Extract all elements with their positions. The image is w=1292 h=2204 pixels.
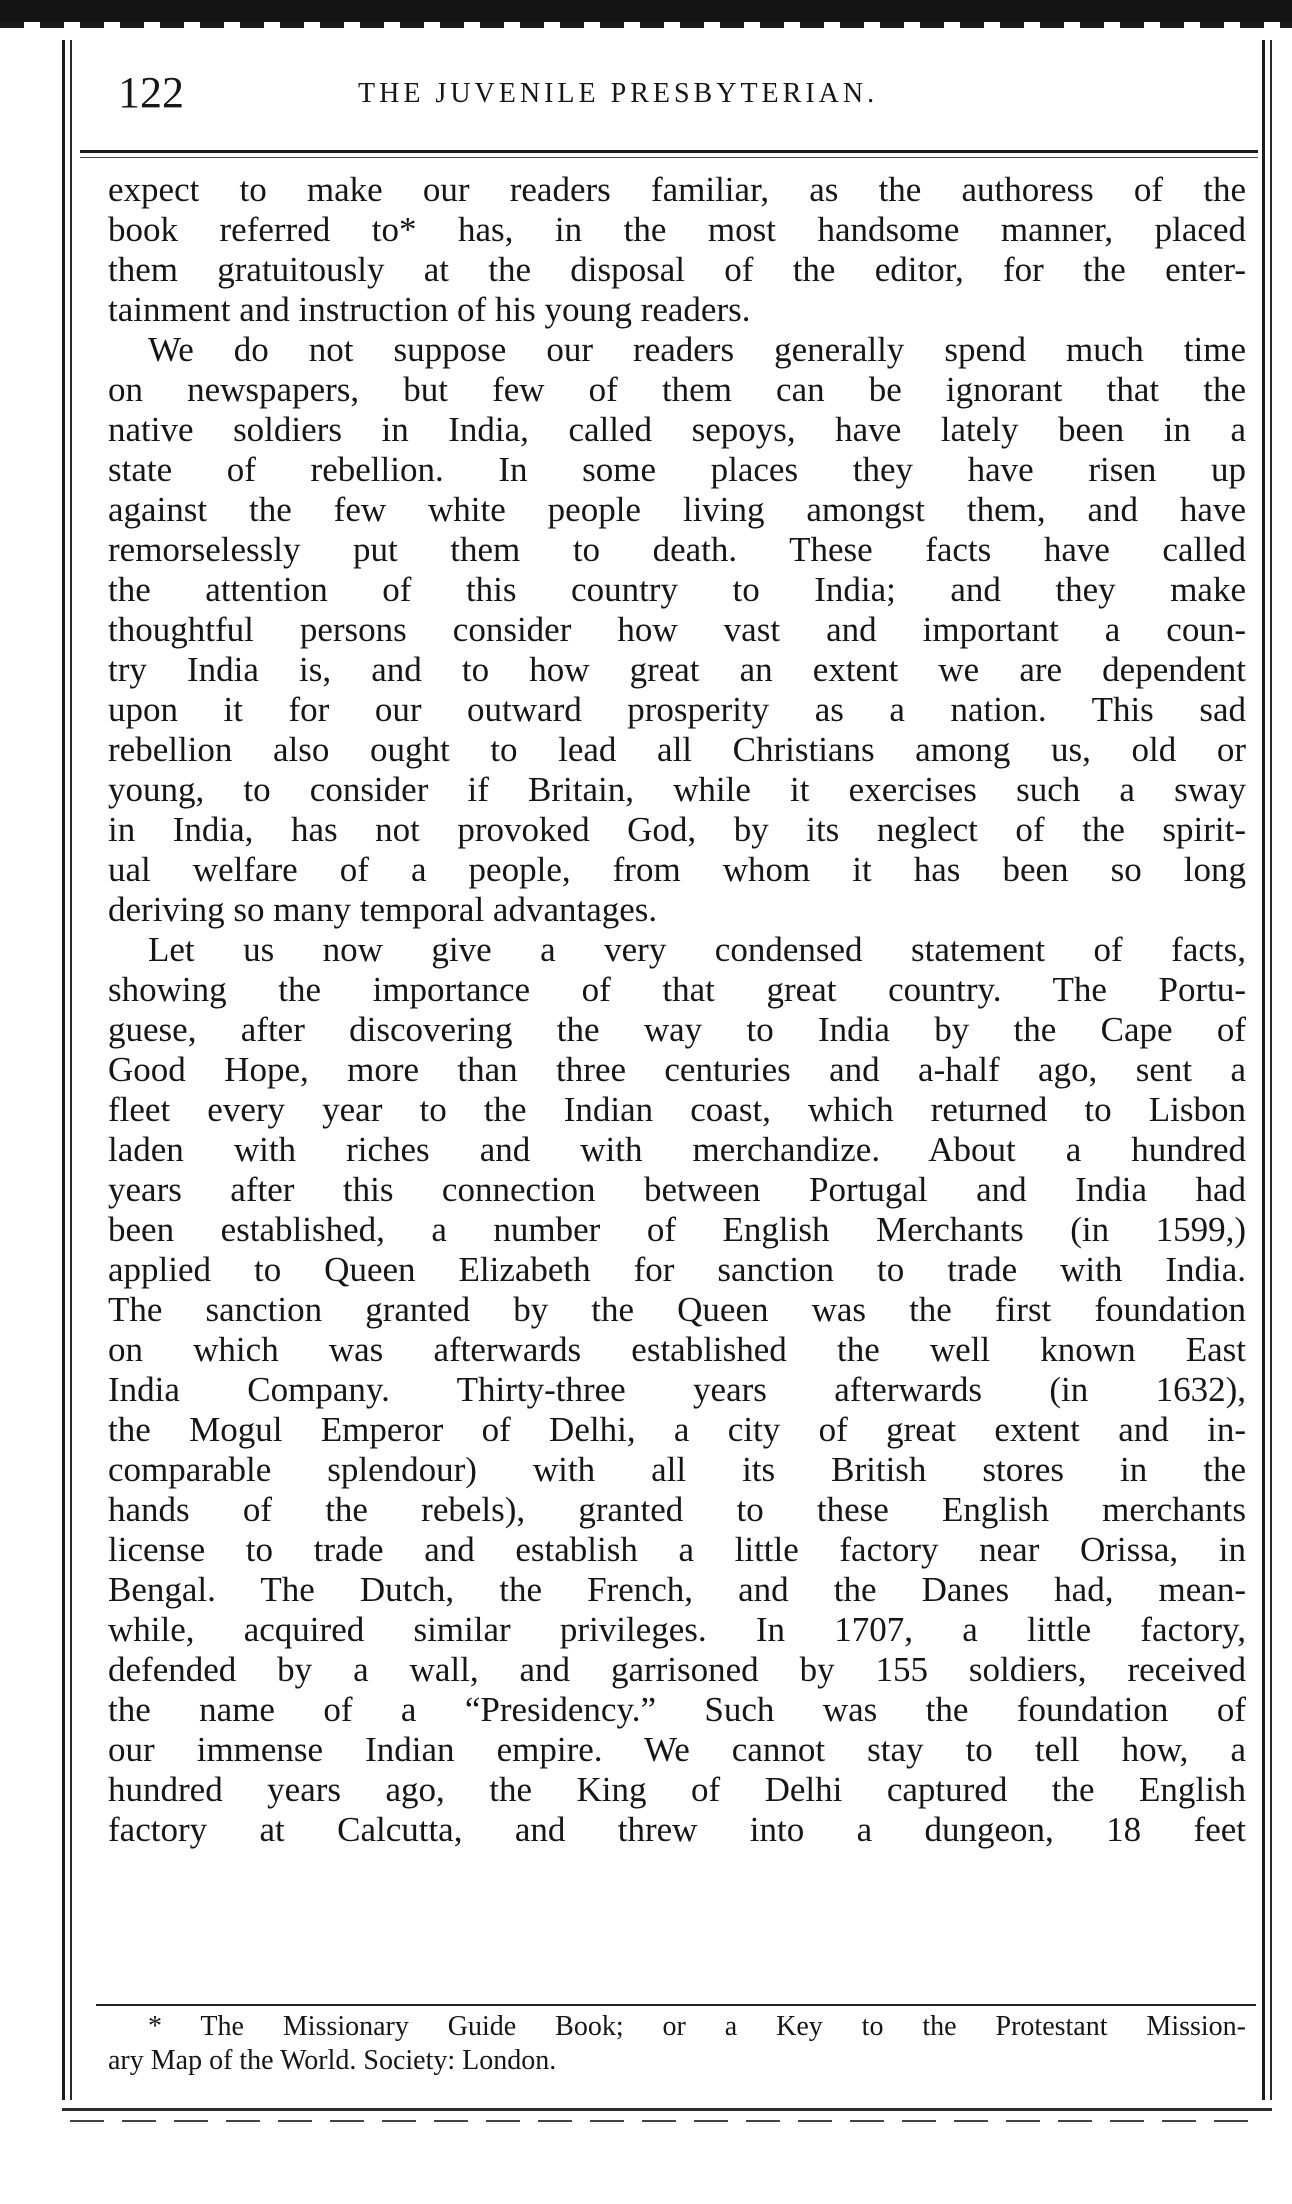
text-line: upon it for our outward prosperity as a nation. This sad	[108, 690, 1246, 729]
text-line: in India, has not provoked God, by its neglect of the spirit-	[108, 810, 1246, 849]
text-line: rebellion also ought to lead all Christians among us, old or	[108, 730, 1246, 769]
page-header	[100, 62, 1240, 124]
text-line: laden with riches and with merchandize. About a hundred	[108, 1130, 1246, 1169]
text-line: the Mogul Emperor of Delhi, a city of great extent and in-	[108, 1410, 1246, 1449]
top-border-ornament	[0, 22, 1292, 28]
text-line: while, acquired similar privileges. In 1707, a little factory,	[108, 1610, 1246, 1649]
text-line: on which was afterwards established the well known East	[108, 1330, 1246, 1369]
text-line: against the few white people living amongst them, and have	[108, 490, 1246, 529]
text-line: book referred to* has, in the most handsome manner, placed	[108, 210, 1246, 249]
text-line: applied to Queen Elizabeth for sanction to trade with India.	[108, 1250, 1246, 1289]
text-line: on newspapers, but few of them can be ignorant that the	[108, 370, 1246, 409]
article-body	[108, 170, 1246, 1850]
top-border-rule	[0, 0, 1292, 22]
text-line: guese, after discovering the way to India by the Cape of	[108, 1010, 1246, 1049]
footnote	[108, 2010, 1246, 2078]
text-line: the name of a “Presidency.” Such was the foundation of	[108, 1690, 1246, 1729]
bottom-border-ornament	[70, 2120, 1260, 2122]
text-line: hands of the rebels), granted to these English merchants	[108, 1490, 1246, 1529]
text-line: deriving so many temporal advantages.	[108, 890, 658, 929]
text-line: Bengal. The Dutch, the French, and the Danes had, mean-	[108, 1570, 1246, 1609]
header-rule-thin	[80, 157, 1258, 158]
text-line: native soldiers in India, called sepoys, have lately been in a	[108, 410, 1246, 449]
text-line: Good Hope, more than three centuries and a-half ago, sent a	[108, 1050, 1246, 1089]
text-line: remorselessly put them to death. These facts have called	[108, 530, 1246, 569]
text-line: comparable splendour) with all its British stores in the	[108, 1450, 1246, 1489]
text-line: thoughtful persons consider how vast and important a coun-	[108, 610, 1246, 649]
right-frame-inner-rule	[1270, 40, 1272, 2100]
footnote-line: * The Missionary Guide Book; or a Key to the Protestant Mission-	[148, 2011, 1246, 2042]
running-title: THE JUVENILE PRESBYTERIAN.	[358, 78, 879, 109]
footnote-rule	[96, 2004, 1256, 2006]
text-line: them gratuitously at the disposal of the editor, for the enter-	[108, 250, 1246, 289]
text-line: young, to consider if Britain, while it exercises such a sway	[108, 770, 1246, 809]
paragraph-first-line: Let us now give a very condensed statement of facts,	[148, 930, 1246, 969]
left-frame-rule	[62, 40, 65, 2100]
header-rule	[80, 150, 1258, 153]
text-line: years after this connection between Portugal and India had	[108, 1170, 1246, 1209]
text-line: ual welfare of a people, from whom it has been so long	[108, 850, 1246, 889]
left-frame-inner-rule	[70, 40, 72, 2100]
text-line: tainment and instruction of his young readers.	[108, 290, 751, 329]
footnote-line: ary Map of the World. Society: London.	[108, 2045, 557, 2076]
paragraph-first-line: We do not suppose our readers generally spend much time	[148, 330, 1246, 369]
text-line: showing the importance of that great country. The Portu-	[108, 970, 1246, 1009]
text-line: license to trade and establish a little factory near Orissa, in	[108, 1530, 1246, 1569]
text-line: hundred years ago, the King of Delhi captured the English	[108, 1770, 1246, 1809]
page-number: 122	[118, 68, 184, 117]
text-line: fleet every year to the Indian coast, which returned to Lisbon	[108, 1090, 1246, 1129]
right-frame-rule	[1262, 40, 1265, 2100]
text-line: try India is, and to how great an extent we are dependent	[108, 650, 1246, 689]
text-line: expect to make our readers familiar, as the authoress of the	[108, 170, 1246, 209]
text-line: factory at Calcutta, and threw into a dungeon, 18 feet	[108, 1810, 1246, 1849]
text-line: our immense Indian empire. We cannot stay to tell how, a	[108, 1730, 1246, 1769]
text-line: state of rebellion. In some places they have risen up	[108, 450, 1246, 489]
text-line: the attention of this country to India; and they make	[108, 570, 1246, 609]
text-line: The sanction granted by the Queen was the first foundation	[108, 1290, 1246, 1329]
text-line: been established, a number of English Merchants (in 1599,)	[108, 1210, 1246, 1249]
text-line: India Company. Thirty-three years afterwards (in 1632),	[108, 1370, 1246, 1409]
text-line: defended by a wall, and garrisoned by 155 soldiers, received	[108, 1650, 1246, 1689]
bottom-border-rule	[62, 2108, 1272, 2111]
